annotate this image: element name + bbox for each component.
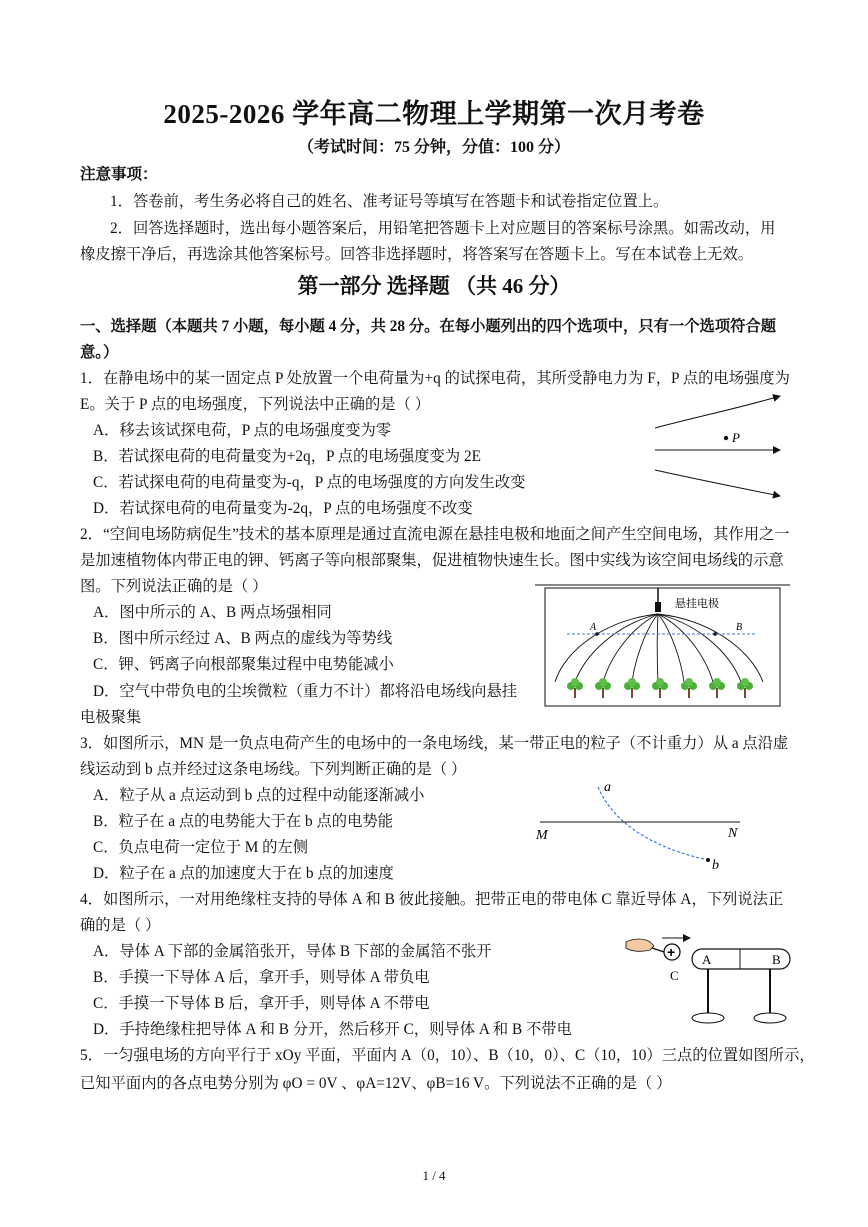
exam-subtitle: （考试时间：75 分钟，分值：100 分） — [297, 139, 570, 156]
q1-option-b: B．若试探电荷的电荷量变为+2q，P 点的电场强度变为 2E — [93, 448, 481, 465]
q3-label-m: M — [536, 828, 548, 843]
q4-label-b: B — [772, 952, 781, 967]
q4-stem-line2: 确的是（ ） — [80, 917, 161, 934]
part1-instruction-line2: 意。） — [80, 344, 119, 361]
page-number: 1 / 4 — [422, 1168, 446, 1183]
q2-option-d-line2: 电极聚集 — [80, 709, 142, 726]
q4-conductors-figure — [620, 930, 800, 1030]
q1-option-d: D．若试探电荷的电荷量变为-2q，P 点的电场强度不改变 — [93, 500, 473, 517]
q3-option-a: A．粒子从 a 点运动到 b 点的过程中动能逐渐减小 — [93, 787, 425, 804]
q2-stem-line3: 图。下列说法正确的是（ ） — [80, 578, 268, 595]
q2-option-a: A．图中所示的 A、B 两点场强相同 — [93, 604, 332, 621]
part1-instruction-line1: 一、选择题（本题共 7 小题，每小题 4 分，共 28 分。在每小题列出的四个选项中，只有一个选项符合题 — [80, 318, 777, 335]
q1-stem-line2: E。关于 P 点的电场强度，下列说法中正确的是（ ） — [80, 396, 430, 413]
q3-field-line-figure — [530, 775, 760, 875]
q2-electrode-label: 悬挂电极 — [675, 598, 719, 610]
q3-stem-line2: 线运动到 b 点并经过这条电场线。下列判断正确的是（ ） — [80, 761, 467, 778]
q3-trajectory — [598, 787, 708, 860]
q2-plants — [567, 678, 753, 698]
q1-field-line-top — [655, 396, 780, 428]
notes-heading: 注意事项： — [80, 166, 158, 183]
note-item-2-line2: 橡皮擦干净后，再选涂其他答案标号。回答非选择题时，将答案写在答题卡上。写在本试卷上无效。 — [80, 246, 754, 263]
q4-option-d: D．手持绝缘柱把导体 A 和 B 分开，然后移开 C，则导体 A 和 B 不带电 — [93, 1021, 572, 1038]
part1-title: 第一部分 选择题 （共 46 分） — [297, 274, 571, 298]
q5-stem-line1: 5．一匀强电场的方向平行于 xOy 平面，平面内 A（0，10）、B（10，0）、C（10，10）三点的位置如图所示， — [80, 1047, 815, 1064]
q1-stem-line1: 1．在静电场中的某一固定点 P 处放置一个电荷量为+q 的试探电荷，其所受静电力为 F，P 点的电场强度为 — [80, 370, 790, 387]
exam-title: 2025-2026 学年高二物理上学期第一次月考卷 — [163, 99, 705, 129]
q2-option-c: C．钾、钙离子向根部聚集过程中电势能减小 — [93, 656, 394, 673]
q3-label-n: N — [728, 826, 738, 841]
q4-label-a: A — [702, 952, 712, 967]
q3-option-d: D．粒子在 a 点的加速度大于在 b 点的加速度 — [93, 865, 394, 882]
q2-label-b: B — [736, 622, 743, 633]
q2-point-b — [713, 632, 717, 636]
q3-stem-line1: 3．如图所示，MN 是一负点电荷产生的电场中的一条电场线，某一带正电的粒子（不计重力）从 a 点沿虚 — [80, 735, 789, 752]
q3-label-b: b — [712, 858, 719, 873]
q2-field-lines — [555, 614, 763, 682]
q1-option-c: C．若试探电荷的电荷量变为-q，P 点的电场强度的方向发生改变 — [93, 474, 526, 491]
q5-stem-line2: 已知平面内的各点电势分别为 φO = 0V 、φA=12V、φB=16 V。下列说法不正确的是（ ） — [80, 1075, 672, 1092]
q2-electrode — [655, 602, 661, 612]
q1-point-p — [724, 436, 728, 440]
q4-stem-line1: 4．如图所示，一对用绝缘柱支持的导体 A 和 B 彼此接触。把带正电的带电体 C 靠近导体 A，下列说法正 — [80, 891, 784, 908]
note-item-2-line1: 2．回答选择题时，选出每小题答案后，用铅笔把答题卡上对应题目的答案标号涂黑。如需改动，用 — [110, 220, 776, 237]
q3-option-c: C．负点电荷一定位于 M 的左侧 — [93, 839, 309, 856]
q2-stem-line1: 2．“空间电场防病促生”技术的基本原理是通过直流电源在悬挂电极和地面之间产生空间电场，其作用之一 — [80, 526, 790, 543]
q4-option-c: C．手摸一下导体 B 后，拿开手，则导体 A 不带电 — [93, 995, 430, 1012]
q4-option-a: A．导体 A 下部的金属箔张开，导体 B 下部的金属箔不张开 — [93, 943, 492, 960]
q2-option-b: B．图中所示经过 A、B 两点的虚线为等势线 — [93, 630, 393, 647]
q3-point-b — [706, 858, 710, 862]
q3-label-a: a — [604, 780, 611, 795]
q1-option-a: A．移去该试探电荷，P 点的电场强度变为零 — [93, 422, 392, 439]
q1-field-line-bottom — [655, 470, 780, 496]
q2-option-d-line1: D．空气中带负电的尘埃微粒（重力不计）都将沿电场线向悬挂 — [93, 683, 518, 700]
q4-hand — [626, 939, 654, 951]
q1-field-lines-figure — [650, 388, 790, 503]
svg-text:+: + — [667, 944, 676, 960]
q2-stem-line2: 是加速植物体内带正电的钾、钙离子等向根部聚集，促进植物快速生长。图中实线为该空间电场线的示意 — [80, 552, 784, 569]
q4-option-b: B．手摸一下导体 A 后，拿开手，则导体 A 带负电 — [93, 969, 430, 986]
q2-label-a: A — [590, 622, 597, 633]
note-item-1: 1．答卷前，考生务必将自己的姓名、准考证号等填写在答题卡和试卷指定位置上。 — [110, 193, 669, 210]
q1-label-p: P — [732, 430, 740, 445]
q4-label-c: C — [670, 968, 679, 983]
q2-electrode-figure — [535, 580, 790, 710]
q3-option-b: B．粒子在 a 点的电势能大于在 b 点的电势能 — [93, 813, 393, 830]
